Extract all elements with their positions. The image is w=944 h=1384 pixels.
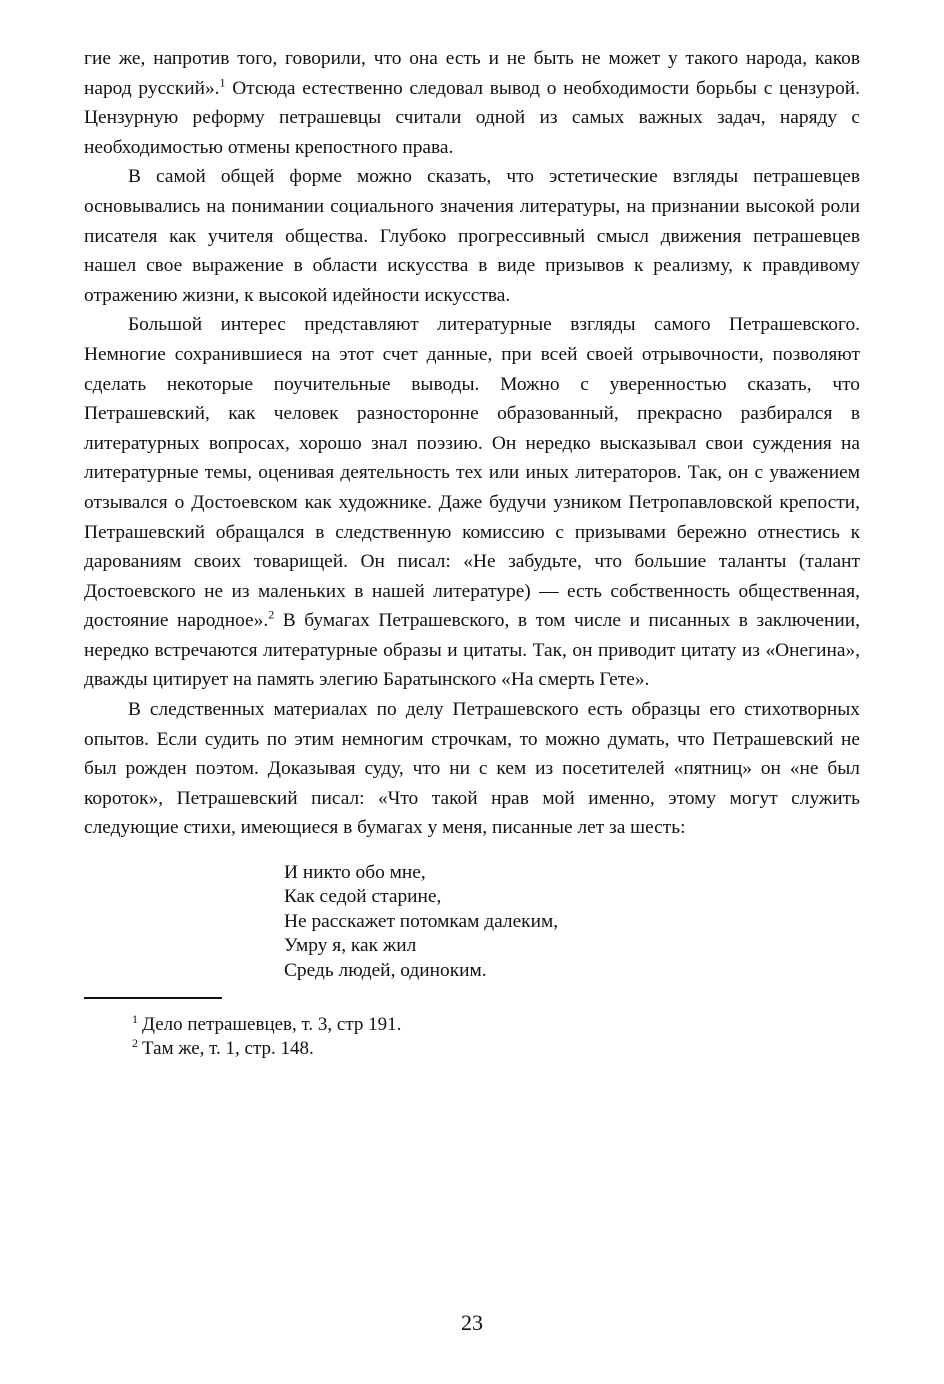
footnote-text: Дело петрашевцев, т. 3, стр 191. bbox=[142, 1014, 402, 1036]
poem-quote bbox=[284, 861, 860, 983]
footnote-mark: 2 bbox=[132, 1035, 138, 1050]
paragraph-text: Большой интерес представляют литературные взгляды самого Петрашевского. Немногие сохранившиеся на этот счет данные, при всей своей отрывочности, позволяют сделать некоторые поучительные выводы. Можно с уверенностью сказать, что Петрашевский, как человек разносторонне образованный, прекрасно разбирался в литературных вопросах, хорошо знал поэзию. Он нередко высказывал свои суждения на литературные темы, оценивая деятельность тех или иных литераторов. Так, он с уважением отзывался о Достоевском как художнике. Даже будучи узником Петропавловской крепости, Петрашевский обращался в следственную комиссию с призывами бережно отнестись к дарованиям своих товарищей. Он писал: «Не забудьте, что большие таланты (талант Достоевского не из маленьких в нашей литературе) — есть собственность общественная, достояние народное». bbox=[84, 314, 860, 632]
poem-line: Не расскажет потомкам далеким, bbox=[284, 910, 559, 932]
footnote-item bbox=[132, 1037, 860, 1061]
poem-line: Как седой старине, bbox=[284, 886, 442, 908]
paragraph-text: В бумагах Петрашевского, в том числе и писанных в заключении, нередко встречаются литературные образы и цитаты. Так, он приводит цитату из «Онегина», дважды цитирует на память элегию Баратынского «На смерть Гете». bbox=[84, 610, 860, 691]
footnote-divider bbox=[84, 997, 222, 999]
poem-line: Умру я, как жил bbox=[284, 935, 417, 957]
page-number: 23 bbox=[461, 1310, 483, 1335]
footnotes bbox=[132, 1013, 860, 1061]
paragraph-text: Отсюда естественно следовал вывод о необходимости борьбы с цензурой. Цензурную реформу петрашевцы считали одной из самых важных задач, наряду с необходимостью отмены крепостного права. bbox=[84, 77, 860, 158]
paragraph bbox=[84, 44, 860, 162]
footnote-reference: 2 bbox=[268, 607, 275, 622]
paragraph-text: В самой общей форме можно сказать, что эстетические взгляды петрашевцев основывались на понимании социального значения литературы, на признании высокой роли писателя как учителя общества. Глубоко прогрессивный смысл движения петрашевцев нашел свое выражение в области искусства в виде призывов к реализму, к правдивому отражению жизни, к высокой идейности искусства. bbox=[84, 166, 860, 306]
paragraph bbox=[84, 162, 860, 310]
footnote-reference: 1 bbox=[219, 75, 226, 90]
footnote-text: Там же, т. 1, стр. 148. bbox=[142, 1038, 314, 1060]
paragraph-text: В следственных материалах по делу Петрашевского есть образцы его стихотворных опытов. Если судить по этим немногим строчкам, то можно думать, что Петрашевский не был рожден поэтом. Доказывая суду, что ни с кем из посетителей «пятниц» он «не был короток», Петрашевский писал: «Что такой нрав мой именно, этому могут служить следующие стихи, имеющиеся в бумагах у меня, писанные лет за шесть: bbox=[84, 699, 860, 839]
footnote-item bbox=[132, 1013, 860, 1037]
poem-line: И никто обо мне, bbox=[284, 862, 426, 884]
poem-line: Средь людей, одиноким. bbox=[284, 959, 487, 981]
footnote-mark: 1 bbox=[132, 1011, 138, 1026]
paragraph bbox=[84, 695, 860, 843]
paragraph bbox=[84, 310, 860, 695]
paragraph-text: гие же, напротив того, говорили, что она есть и не быть не может у такого народа, каков народ русский». bbox=[84, 48, 860, 99]
page-body bbox=[84, 44, 860, 1061]
